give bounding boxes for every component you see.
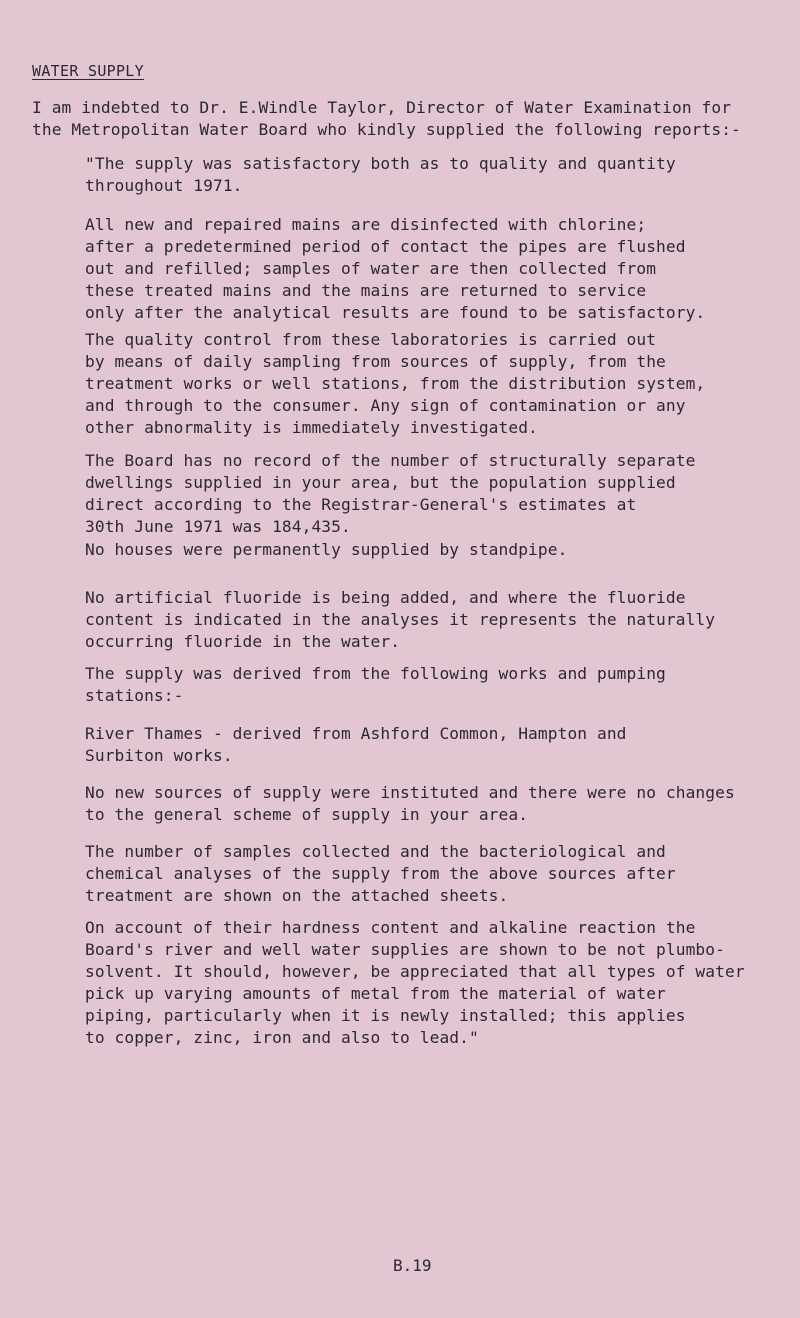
text-line: treatment works or well stations, from the distribution system, [85, 374, 706, 393]
text-line: No houses were permanently supplied by standpipe. [85, 540, 568, 559]
text-line: No new sources of supply were instituted and there were no changes [85, 783, 735, 802]
text-line: stations:- [85, 686, 184, 705]
text-line: content is indicated in the analyses it represents the naturally [85, 610, 716, 629]
text-line: direct according to the Registrar-General's estimates at [85, 495, 637, 514]
paragraph-population [85, 450, 775, 538]
text-line: The number of samples collected and the bacteriological and [85, 842, 666, 861]
text-line: treatment are shown on the attached sheets. [85, 886, 509, 905]
text-line: 30th June 1971 was 184,435. [85, 517, 351, 536]
intro-line: the Metropolitan Water Board who kindly supplied the following reports:- [32, 120, 741, 139]
text-line: these treated mains and the mains are returned to service [85, 281, 647, 300]
paragraph-standpipe [85, 539, 775, 561]
text-line: Surbiton works. [85, 746, 233, 765]
text-line: out and refilled; samples of water are then collected from [85, 259, 657, 278]
text-line: piping, particularly when it is newly installed; this applies [85, 1006, 686, 1025]
paragraph-river-thames [85, 723, 775, 767]
intro-line: I am indebted to Dr. E.Windle Taylor, Director of Water Examination for [32, 98, 732, 117]
text-line: dwellings supplied in your area, but the population supplied [85, 473, 676, 492]
text-line: by means of daily sampling from sources of supply, from the [85, 352, 666, 371]
text-line: On account of their hardness content and alkaline reaction the [85, 918, 696, 937]
intro-paragraph [32, 97, 772, 141]
text-line: after a predetermined period of contact the pipes are flushed [85, 237, 686, 256]
text-line: other abnormality is immediately investigated. [85, 418, 538, 437]
paragraph-new-sources [85, 782, 775, 826]
page-number: B.19 [393, 1256, 432, 1275]
text-line: throughout 1971. [85, 176, 243, 195]
paragraph-quality-control [85, 329, 775, 439]
text-line: only after the analytical results are found to be satisfactory. [85, 303, 706, 322]
text-line: chemical analyses of the supply from the above sources after [85, 864, 676, 883]
text-line: The Board has no record of the number of structurally separate [85, 451, 696, 470]
text-line: All new and repaired mains are disinfected with chlorine; [85, 215, 647, 234]
text-line: "The supply was satisfactory both as to quality and quantity [85, 154, 676, 173]
paragraph-fluoride [85, 587, 775, 653]
paragraph-supply-quality [85, 153, 775, 197]
paragraph-plumbo-solvency [85, 917, 775, 1049]
text-line: The supply was derived from the following works and pumping [85, 664, 666, 683]
text-line: occurring fluoride in the water. [85, 632, 401, 651]
text-line: No artificial fluoride is being added, and where the fluoride [85, 588, 686, 607]
text-line: River Thames - derived from Ashford Common, Hampton and [85, 724, 627, 743]
paragraph-mains-disinfection [85, 214, 775, 324]
text-line: to the general scheme of supply in your area. [85, 805, 529, 824]
paragraph-samples [85, 841, 775, 907]
paragraph-supply-source [85, 663, 775, 707]
text-line: pick up varying amounts of metal from the material of water [85, 984, 666, 1003]
text-line: The quality control from these laboratories is carried out [85, 330, 657, 349]
text-line: and through to the consumer. Any sign of contamination or any [85, 396, 686, 415]
text-line: solvent. It should, however, be appreciated that all types of water [85, 962, 745, 981]
text-line: to copper, zinc, iron and also to lead." [85, 1028, 479, 1047]
section-heading: WATER SUPPLY [32, 62, 144, 80]
text-line: Board's river and well water supplies are shown to be not plumbo- [85, 940, 725, 959]
